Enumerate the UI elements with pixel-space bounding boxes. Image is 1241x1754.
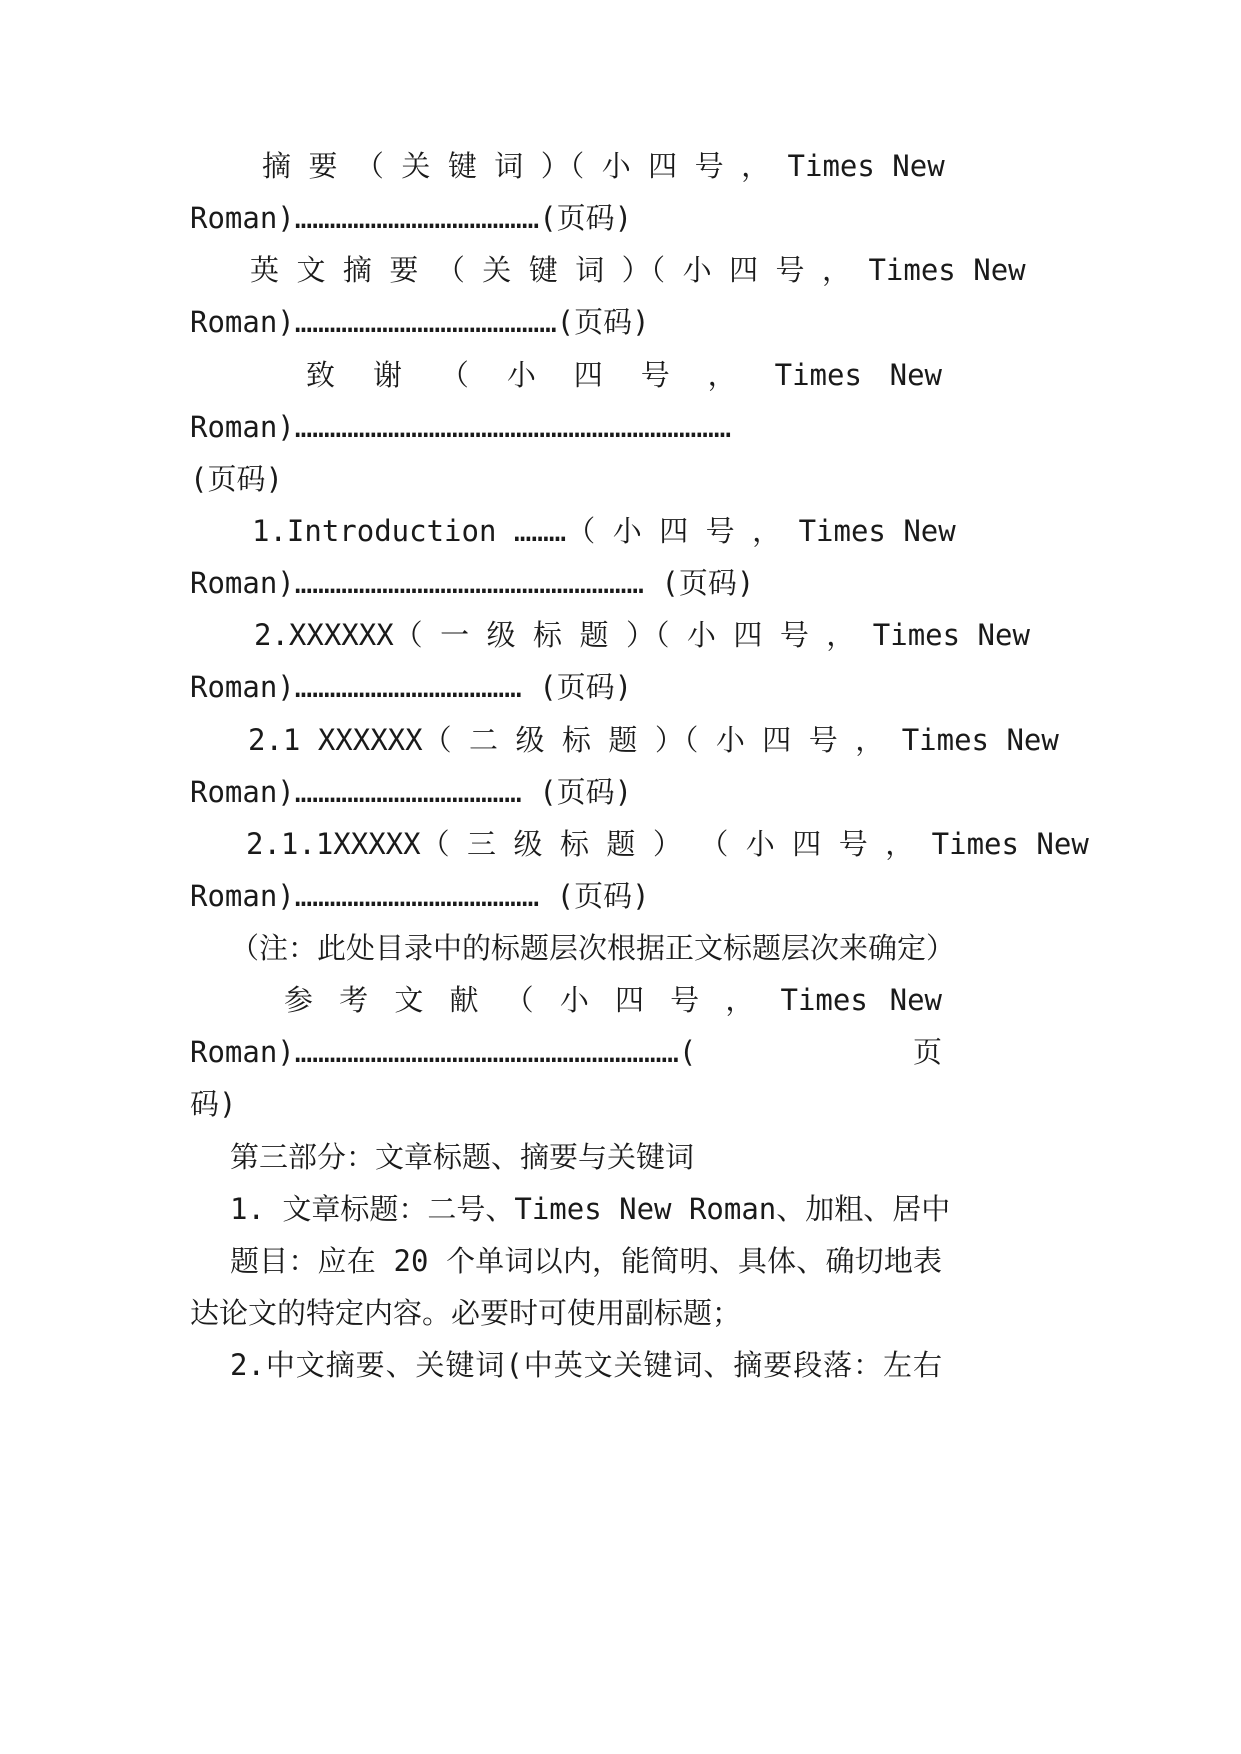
toc-entry-level1-line1: 2.XXXXXX（ 一 级 标 题 ）（ 小 四 号 ， Times New — [254, 618, 1030, 652]
toc-entry-level2-line2: Roman)………………………………… (页码) — [190, 775, 633, 809]
part3-item1: 1. 文章标题：二号、Times New Roman、加粗、居中 — [230, 1192, 951, 1226]
toc-entry-references-line2: Roman)…………………………………………………………(页 — [190, 1035, 942, 1069]
part3-title-rule-line2: 达论文的特定内容。必要时可使用副标题； — [190, 1296, 742, 1330]
toc-note: （注：此处目录中的标题层次根据正文标题层次来确定） — [230, 931, 956, 965]
part3-heading: 第三部分：文章标题、摘要与关键词 — [230, 1140, 695, 1174]
toc-entry-introduction-line1: 1.Introduction ………（ 小 四 号 ， Times New — [252, 514, 956, 548]
toc-entry-abstract-line1: 摘 要 （ 关 键 词 ）（ 小 四 号 ， Times New — [262, 149, 945, 183]
toc-entry-level3-line1: 2.1.1XXXXX（ 三 级 标 题 ） （ 小 四 号 ， Times New — [246, 827, 1089, 861]
toc-entry-level1-line2: Roman)………………………………… (页码) — [190, 670, 633, 704]
part3-item2: 2.中文摘要、关键词(中英文关键词、摘要段落：左右 — [230, 1348, 942, 1382]
toc-entry-acknowledgement-line3: (页码) — [190, 462, 283, 496]
toc-entry-level2-line1: 2.1 XXXXXX（ 二 级 标 题 ）（ 小 四 号 ， Times New — [248, 723, 1059, 757]
toc-entry-acknowledgement-line1: 致 谢 （ 小 四 号 ， Times New — [306, 358, 942, 392]
toc-entry-english-abstract-line2: Roman)………………………………………(页码) — [190, 305, 650, 339]
toc-entry-introduction-line2: Roman)…………………………………………………… (页码) — [190, 566, 755, 600]
toc-entry-english-abstract-line1: 英 文 摘 要 （ 关 键 词 ）（ 小 四 号 ， Times New — [250, 253, 1026, 287]
toc-entry-level3-line2: Roman)…………………………………… (页码) — [190, 879, 650, 913]
toc-entry-references-line1: 参 考 文 献 （ 小 四 号 ， Times New — [284, 983, 942, 1017]
part3-title-rule-line1: 题目：应在 20 个单词以内，能简明、具体、确切地表 — [230, 1244, 942, 1278]
toc-entry-acknowledgement-line2: Roman)………………………………………………………………… — [190, 410, 732, 444]
toc-entry-abstract-line2: Roman)……………………………………(页码) — [190, 201, 633, 235]
toc-entry-references-line3: 码) — [190, 1087, 237, 1121]
